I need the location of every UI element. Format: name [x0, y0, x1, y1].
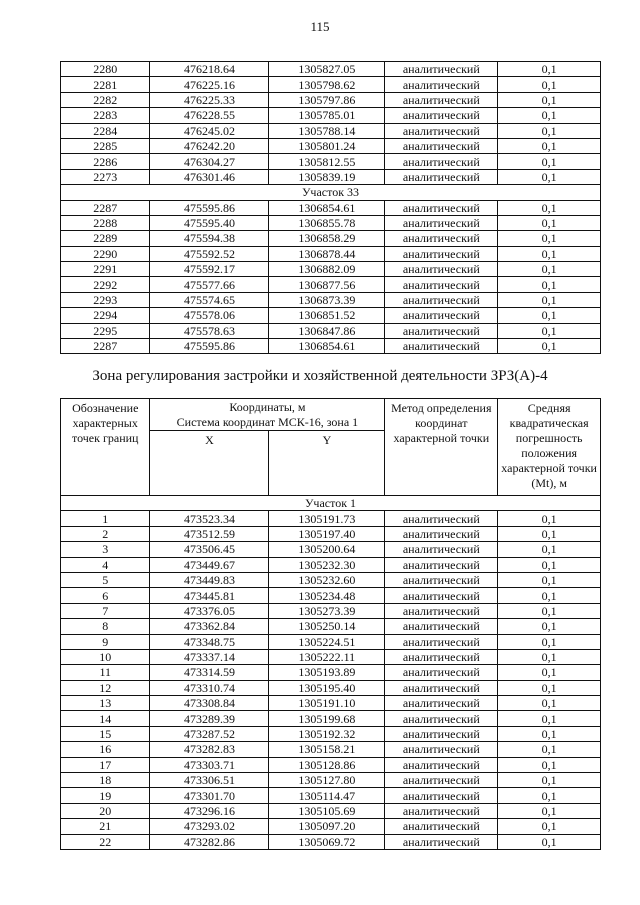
cell-point: 2290	[61, 246, 150, 261]
cell-x: 476225.16	[150, 77, 269, 92]
cell-point: 2288	[61, 215, 150, 230]
cell-point: 2273	[61, 169, 150, 184]
cell-point: 20	[61, 803, 150, 818]
table-row	[61, 634, 601, 649]
cell-y: 1305195.40	[269, 680, 385, 695]
cell-y: 1305114.47	[269, 788, 385, 803]
cell-error: 0,1	[498, 323, 601, 338]
table-row	[61, 339, 601, 354]
cell-point: 7	[61, 603, 150, 618]
cell-x: 475594.38	[150, 231, 269, 246]
page-number: 115	[310, 19, 330, 34]
cell-error: 0,1	[498, 154, 601, 169]
cell-x: 473337.14	[150, 649, 269, 664]
table-row	[61, 603, 601, 618]
table-row	[61, 108, 601, 123]
cell-y: 1306882.09	[269, 262, 385, 277]
cell-y: 1305199.68	[269, 711, 385, 726]
table-row	[61, 742, 601, 757]
table-row	[61, 92, 601, 107]
cell-error: 0,1	[498, 77, 601, 92]
table-row	[61, 696, 601, 711]
cell-error: 0,1	[498, 526, 601, 541]
cell-x: 475578.06	[150, 308, 269, 323]
table-row	[61, 803, 601, 818]
cell-y: 1305222.11	[269, 649, 385, 664]
table-row	[61, 123, 601, 138]
cell-y: 1305250.14	[269, 619, 385, 634]
cell-y: 1305827.05	[269, 62, 385, 77]
cell-error: 0,1	[498, 726, 601, 741]
table-row	[61, 292, 601, 307]
cell-method: аналитический	[385, 62, 498, 77]
cell-point: 2280	[61, 62, 150, 77]
cell-error: 0,1	[498, 649, 601, 664]
cell-method: аналитический	[385, 726, 498, 741]
cell-error: 0,1	[498, 665, 601, 680]
cell-x: 476242.20	[150, 138, 269, 153]
cell-x: 473314.59	[150, 665, 269, 680]
cell-point: 2293	[61, 292, 150, 307]
cell-method: аналитический	[385, 542, 498, 557]
cell-y: 1305158.21	[269, 742, 385, 757]
table-row	[61, 788, 601, 803]
table-row	[61, 711, 601, 726]
cell-error: 0,1	[498, 696, 601, 711]
cell-x: 473287.52	[150, 726, 269, 741]
cell-method: аналитический	[385, 246, 498, 261]
cell-x: 473506.45	[150, 542, 269, 557]
cell-point: 4	[61, 557, 150, 572]
cell-y: 1305192.32	[269, 726, 385, 741]
cell-error: 0,1	[498, 92, 601, 107]
section-label: Участок 1	[61, 496, 601, 511]
table-row	[61, 572, 601, 587]
cell-point: 2284	[61, 123, 150, 138]
header-coords-title: Координаты, м	[229, 400, 306, 414]
table-row	[61, 542, 601, 557]
cell-error: 0,1	[498, 619, 601, 634]
cell-point: 21	[61, 819, 150, 834]
cell-method: аналитический	[385, 557, 498, 572]
cell-method: аналитический	[385, 123, 498, 138]
cell-x: 473306.51	[150, 773, 269, 788]
cell-method: аналитический	[385, 526, 498, 541]
cell-x: 473308.84	[150, 696, 269, 711]
cell-x: 475592.17	[150, 262, 269, 277]
cell-method: аналитический	[385, 572, 498, 587]
cell-error: 0,1	[498, 138, 601, 153]
cell-point: 2289	[61, 231, 150, 246]
cell-y: 1305234.48	[269, 588, 385, 603]
cell-method: аналитический	[385, 634, 498, 649]
cell-point: 2285	[61, 138, 150, 153]
cell-y: 1305105.69	[269, 803, 385, 818]
table-row	[61, 726, 601, 741]
cell-point: 2295	[61, 323, 150, 338]
cell-y: 1305273.39	[269, 603, 385, 618]
header-y: Y	[269, 431, 385, 496]
cell-error: 0,1	[498, 339, 601, 354]
cell-x: 475574.65	[150, 292, 269, 307]
cell-point: 9	[61, 634, 150, 649]
cell-method: аналитический	[385, 154, 498, 169]
cell-y: 1305839.19	[269, 169, 385, 184]
section-row	[61, 185, 601, 200]
cell-y: 1305801.24	[269, 138, 385, 153]
cell-point: 1	[61, 511, 150, 526]
cell-x: 475595.86	[150, 200, 269, 215]
cell-error: 0,1	[498, 757, 601, 772]
header-method: Метод определения координат характерной точки	[385, 399, 498, 496]
cell-point: 16	[61, 742, 150, 757]
cell-method: аналитический	[385, 292, 498, 307]
cell-y: 1306854.61	[269, 200, 385, 215]
cell-method: аналитический	[385, 339, 498, 354]
cell-point: 2	[61, 526, 150, 541]
cell-x: 473512.59	[150, 526, 269, 541]
cell-error: 0,1	[498, 542, 601, 557]
cell-y: 1305069.72	[269, 834, 385, 849]
cell-y: 1305785.01	[269, 108, 385, 123]
cell-method: аналитический	[385, 262, 498, 277]
cell-method: аналитический	[385, 511, 498, 526]
cell-x: 473282.83	[150, 742, 269, 757]
cell-y: 1306873.39	[269, 292, 385, 307]
cell-point: 2287	[61, 339, 150, 354]
cell-y: 1305788.14	[269, 123, 385, 138]
cell-error: 0,1	[498, 123, 601, 138]
cell-point: 22	[61, 834, 150, 849]
cell-error: 0,1	[498, 819, 601, 834]
table-row	[61, 169, 601, 184]
cell-method: аналитический	[385, 788, 498, 803]
cell-y: 1306847.86	[269, 323, 385, 338]
cell-error: 0,1	[498, 308, 601, 323]
cell-error: 0,1	[498, 572, 601, 587]
cell-y: 1305127.80	[269, 773, 385, 788]
cell-x: 476225.33	[150, 92, 269, 107]
cell-y: 1305200.64	[269, 542, 385, 557]
table-row	[61, 62, 601, 77]
cell-y: 1305191.10	[269, 696, 385, 711]
table-row	[61, 619, 601, 634]
header-point: Обозначение характерных точек границ	[61, 399, 150, 496]
cell-y: 1305193.89	[269, 665, 385, 680]
cell-error: 0,1	[498, 588, 601, 603]
cell-y: 1305232.30	[269, 557, 385, 572]
table-row	[61, 200, 601, 215]
cell-method: аналитический	[385, 742, 498, 757]
cell-x: 475595.40	[150, 215, 269, 230]
cell-method: аналитический	[385, 138, 498, 153]
cell-x: 473348.75	[150, 634, 269, 649]
cell-x: 476218.64	[150, 62, 269, 77]
header-x: X	[150, 431, 269, 496]
cell-y: 1306877.56	[269, 277, 385, 292]
table-row	[61, 526, 601, 541]
header-error: Средняя квадратическая погрешность положения характерной точки (Mt), м	[498, 399, 601, 496]
cell-error: 0,1	[498, 711, 601, 726]
cell-method: аналитический	[385, 603, 498, 618]
cell-point: 2286	[61, 154, 150, 169]
cell-x: 475595.86	[150, 339, 269, 354]
cell-x: 473282.86	[150, 834, 269, 849]
cell-method: аналитический	[385, 215, 498, 230]
cell-error: 0,1	[498, 62, 601, 77]
cell-error: 0,1	[498, 511, 601, 526]
table-row	[61, 215, 601, 230]
cell-method: аналитический	[385, 819, 498, 834]
cell-error: 0,1	[498, 215, 601, 230]
cell-method: аналитический	[385, 665, 498, 680]
cell-y: 1306854.61	[269, 339, 385, 354]
cell-method: аналитический	[385, 773, 498, 788]
cell-point: 2283	[61, 108, 150, 123]
cell-method: аналитический	[385, 696, 498, 711]
cell-y: 1305232.60	[269, 572, 385, 587]
cell-x: 473523.34	[150, 511, 269, 526]
cell-error: 0,1	[498, 246, 601, 261]
cell-method: аналитический	[385, 757, 498, 772]
cell-error: 0,1	[498, 231, 601, 246]
cell-method: аналитический	[385, 649, 498, 664]
cell-error: 0,1	[498, 773, 601, 788]
header-coords	[150, 399, 385, 431]
cell-method: аналитический	[385, 92, 498, 107]
cell-x: 476245.02	[150, 123, 269, 138]
table-row	[61, 680, 601, 695]
cell-x: 473301.70	[150, 788, 269, 803]
table-row	[61, 665, 601, 680]
cell-error: 0,1	[498, 834, 601, 849]
table-row	[61, 834, 601, 849]
cell-method: аналитический	[385, 277, 498, 292]
cell-y: 1306878.44	[269, 246, 385, 261]
cell-x: 475592.52	[150, 246, 269, 261]
cell-y: 1306851.52	[269, 308, 385, 323]
cell-x: 473449.67	[150, 557, 269, 572]
table-row	[61, 588, 601, 603]
cell-point: 2282	[61, 92, 150, 107]
cell-method: аналитический	[385, 680, 498, 695]
cell-x: 475578.63	[150, 323, 269, 338]
table-row	[61, 154, 601, 169]
section-label: Участок 33	[61, 185, 601, 200]
cell-y: 1305224.51	[269, 634, 385, 649]
cell-method: аналитический	[385, 231, 498, 246]
cell-x: 476228.55	[150, 108, 269, 123]
table-row	[61, 773, 601, 788]
cell-point: 2294	[61, 308, 150, 323]
cell-error: 0,1	[498, 108, 601, 123]
table-row	[61, 511, 601, 526]
cell-error: 0,1	[498, 680, 601, 695]
table-row	[61, 246, 601, 261]
cell-x: 476301.46	[150, 169, 269, 184]
cell-method: аналитический	[385, 200, 498, 215]
cell-y: 1305128.86	[269, 757, 385, 772]
cell-point: 6	[61, 588, 150, 603]
cell-method: аналитический	[385, 77, 498, 92]
table-row	[61, 231, 601, 246]
cell-point: 19	[61, 788, 150, 803]
header-coord-system: Система координат МСК-16, зона 1	[176, 415, 359, 429]
coordinates-table-continued	[60, 61, 601, 354]
coordinates-table-zrz-a4	[60, 398, 601, 850]
cell-x: 473362.84	[150, 619, 269, 634]
cell-error: 0,1	[498, 292, 601, 307]
cell-point: 2292	[61, 277, 150, 292]
cell-y: 1306858.29	[269, 231, 385, 246]
cell-x: 475577.66	[150, 277, 269, 292]
cell-point: 13	[61, 696, 150, 711]
table-row	[61, 262, 601, 277]
cell-method: аналитический	[385, 323, 498, 338]
cell-point: 8	[61, 619, 150, 634]
cell-x: 473449.83	[150, 572, 269, 587]
cell-y: 1305191.73	[269, 511, 385, 526]
table-row	[61, 138, 601, 153]
section-row	[61, 496, 601, 511]
cell-point: 2291	[61, 262, 150, 277]
cell-method: аналитический	[385, 588, 498, 603]
table-row	[61, 277, 601, 292]
table-row	[61, 77, 601, 92]
cell-error: 0,1	[498, 200, 601, 215]
cell-point: 15	[61, 726, 150, 741]
cell-point: 14	[61, 711, 150, 726]
cell-x: 473296.16	[150, 803, 269, 818]
cell-point: 18	[61, 773, 150, 788]
cell-x: 473303.71	[150, 757, 269, 772]
cell-error: 0,1	[498, 557, 601, 572]
cell-error: 0,1	[498, 277, 601, 292]
cell-x: 476304.27	[150, 154, 269, 169]
cell-x: 473376.05	[150, 603, 269, 618]
cell-method: аналитический	[385, 308, 498, 323]
cell-y: 1305798.62	[269, 77, 385, 92]
table-row	[61, 308, 601, 323]
cell-y: 1305812.55	[269, 154, 385, 169]
cell-error: 0,1	[498, 169, 601, 184]
table-row	[61, 819, 601, 834]
cell-error: 0,1	[498, 262, 601, 277]
cell-method: аналитический	[385, 803, 498, 818]
cell-error: 0,1	[498, 803, 601, 818]
cell-point: 10	[61, 649, 150, 664]
cell-y: 1305797.86	[269, 92, 385, 107]
cell-error: 0,1	[498, 634, 601, 649]
cell-point: 5	[61, 572, 150, 587]
cell-point: 2281	[61, 77, 150, 92]
table-row	[61, 649, 601, 664]
section-title: Зона регулирования застройки и хозяйственной деятельности ЗРЗ(А)-4	[92, 368, 548, 384]
cell-method: аналитический	[385, 711, 498, 726]
cell-method: аналитический	[385, 834, 498, 849]
cell-x: 473445.81	[150, 588, 269, 603]
cell-point: 12	[61, 680, 150, 695]
cell-x: 473289.39	[150, 711, 269, 726]
cell-method: аналитический	[385, 619, 498, 634]
table-row	[61, 757, 601, 772]
cell-y: 1305197.40	[269, 526, 385, 541]
table-row	[61, 557, 601, 572]
cell-point: 17	[61, 757, 150, 772]
cell-error: 0,1	[498, 742, 601, 757]
cell-x: 473310.74	[150, 680, 269, 695]
cell-y: 1305097.20	[269, 819, 385, 834]
cell-point: 11	[61, 665, 150, 680]
cell-error: 0,1	[498, 603, 601, 618]
cell-method: аналитический	[385, 108, 498, 123]
cell-error: 0,1	[498, 788, 601, 803]
cell-point: 2287	[61, 200, 150, 215]
cell-y: 1306855.78	[269, 215, 385, 230]
cell-point: 3	[61, 542, 150, 557]
table-row	[61, 323, 601, 338]
cell-method: аналитический	[385, 169, 498, 184]
cell-x: 473293.02	[150, 819, 269, 834]
